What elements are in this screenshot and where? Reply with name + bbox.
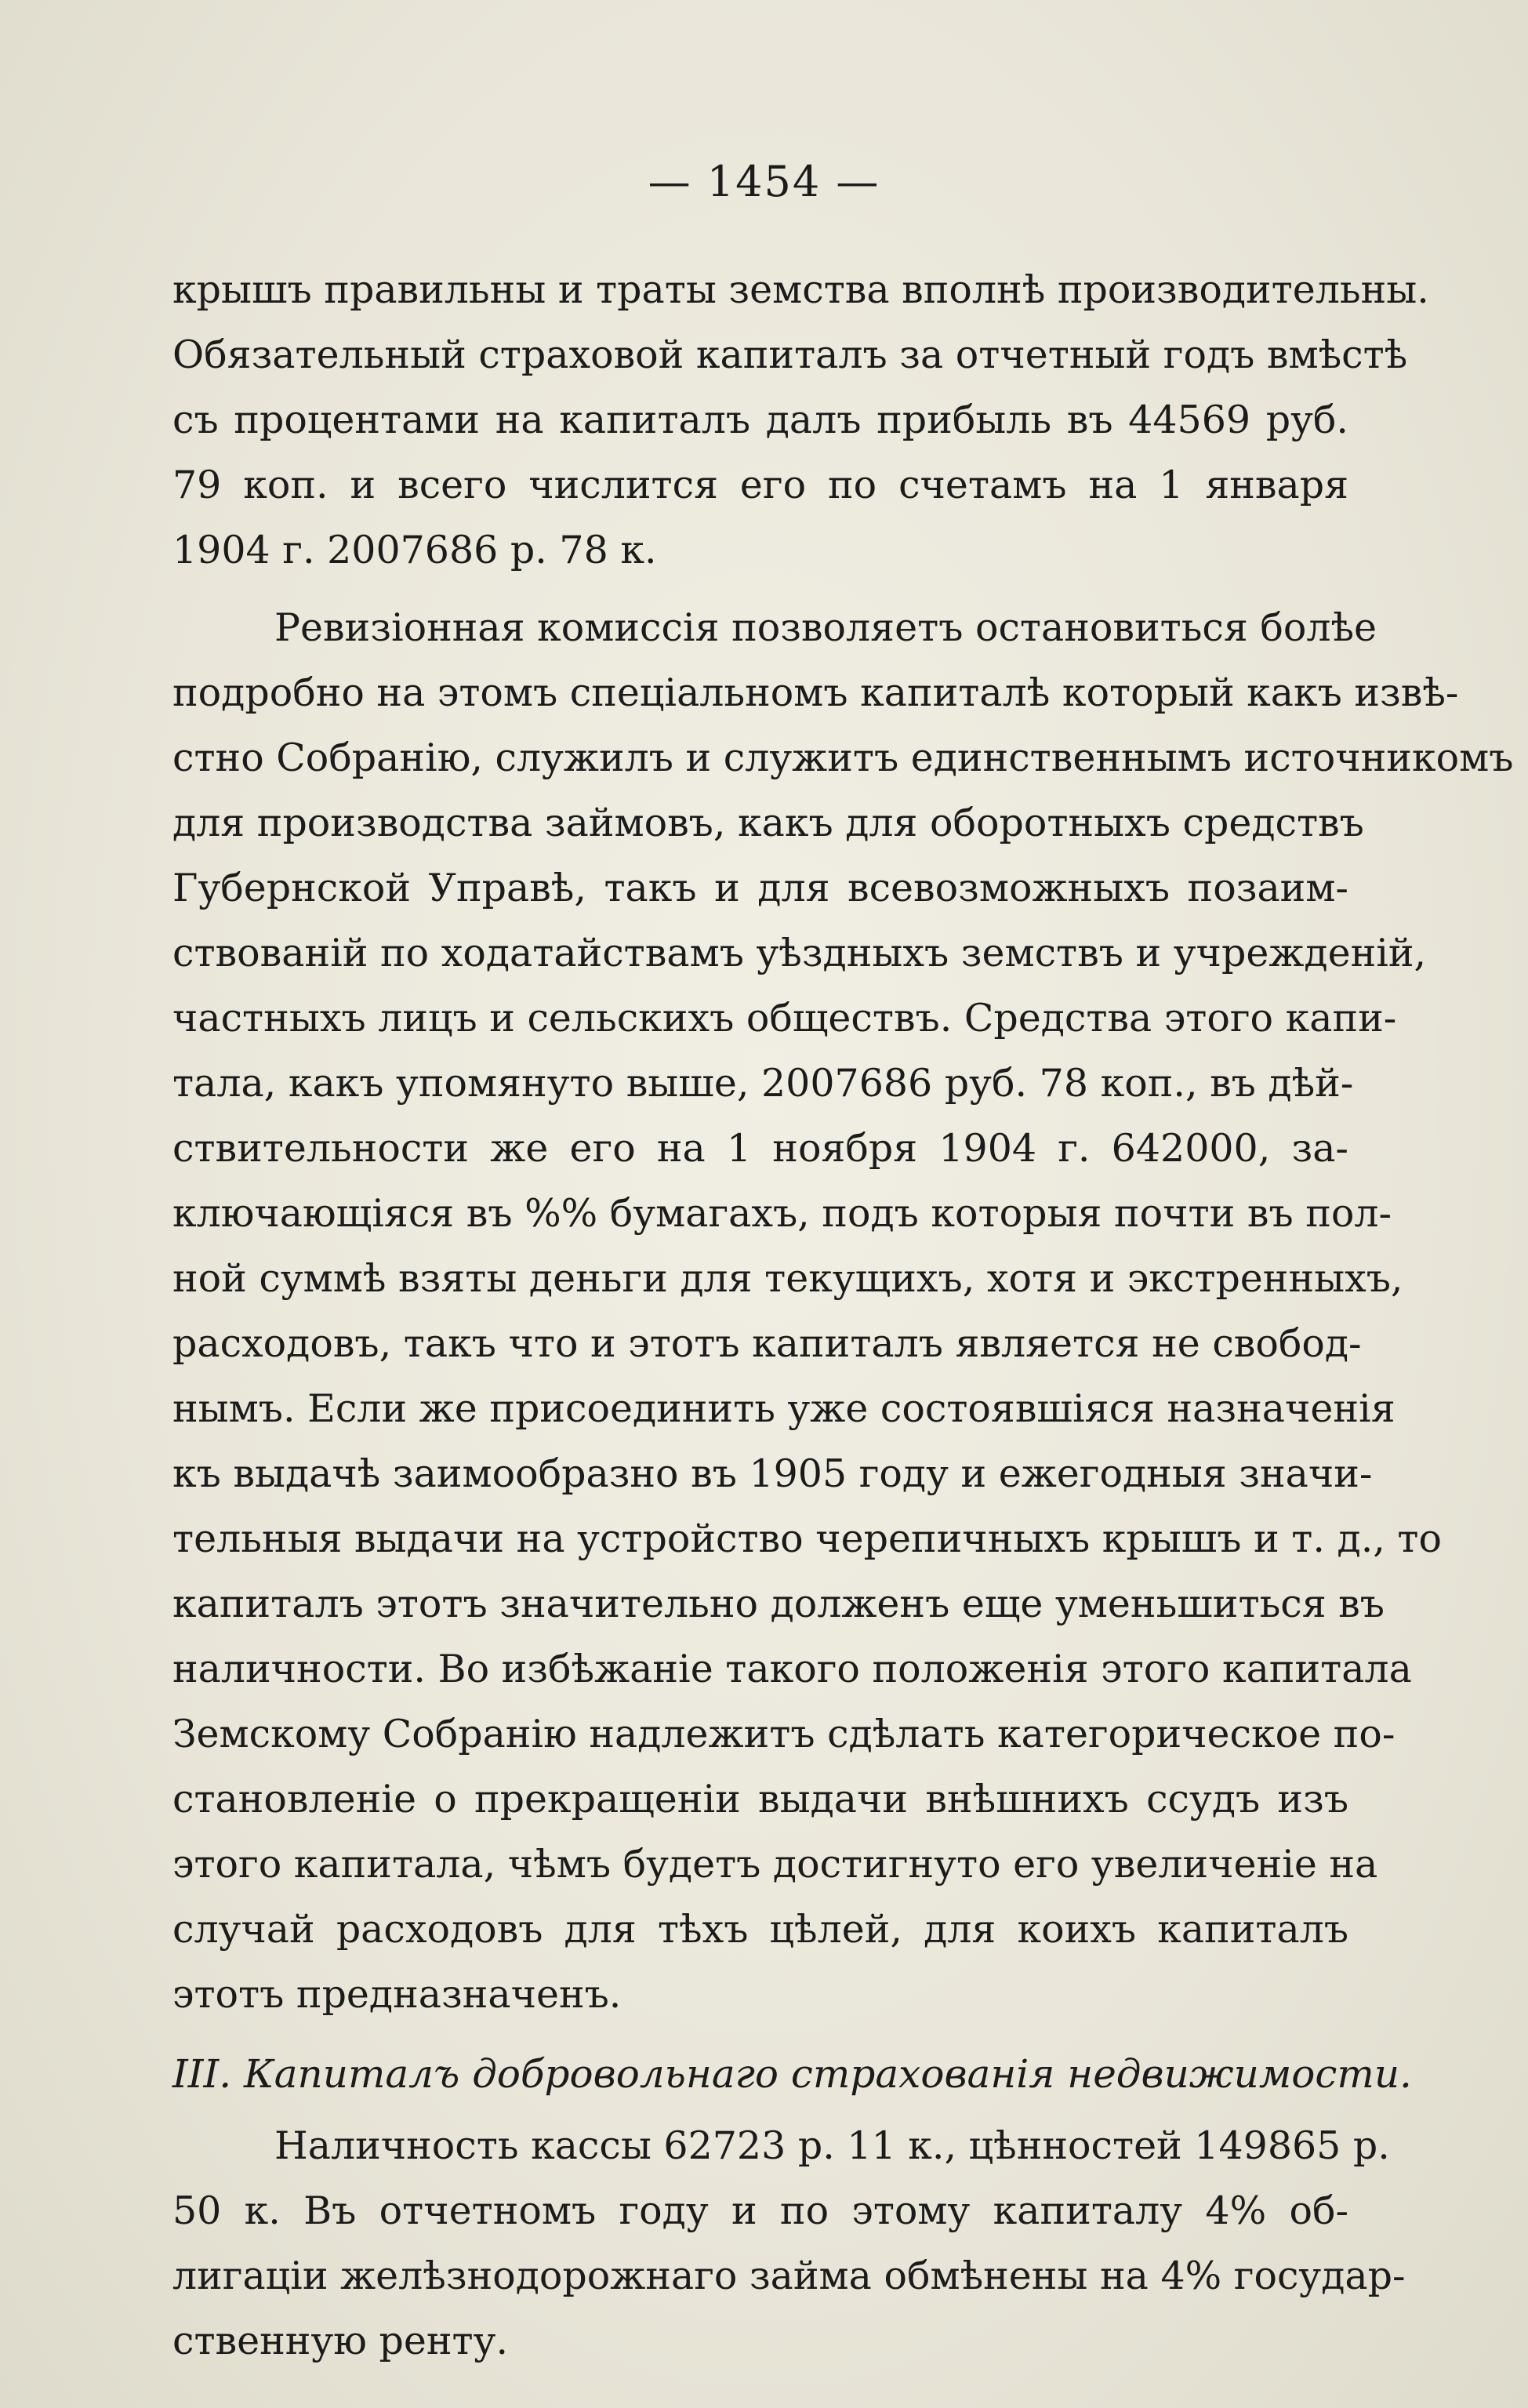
text-line: становленіе о прекращеніи выдачи внѣшнихъ ссудъ изъ (172, 1777, 1348, 1821)
text-line: этого капитала, чѣмъ будетъ достигнуто его увеличеніе на (172, 1842, 1378, 1887)
paragraph-3 (172, 2113, 1406, 2373)
text-line: лигаціи желѣзнодорожнаго займа обмѣнены на 4% государ- (172, 2254, 1406, 2298)
text-line: тельныя выдачи на устройство черепичныхъ крышъ и т. д., то (172, 1516, 1443, 1561)
paragraph-gap (172, 583, 1348, 595)
text-line: ствованій по ходатайствамъ уѣздныхъ земствъ и учрежденій, (172, 931, 1427, 975)
text-line: тала, какъ упомянуто выше, 2007686 руб. 78 коп., въ дѣй- (172, 1061, 1354, 1106)
page-number: — 1454 — (648, 157, 880, 206)
text-line: Земскому Собранію надлежитъ сдѣлать категорическое по- (172, 1712, 1396, 1756)
text-line: Обязательный страховой капиталъ за отчетный годъ вмѣстѣ (172, 332, 1408, 377)
text-line: Ревизіонная комиссія позволяетъ остановиться болѣе (274, 605, 1377, 650)
paragraph-2 (172, 595, 1514, 2027)
text-line: этотъ предназначенъ. (172, 1972, 622, 2017)
text-line: нымъ. Если же присоединить уже состоявшіяся назначенія (172, 1386, 1396, 1431)
text-line: подробно на этомъ спеціальномъ капиталѣ который какъ извѣ- (172, 670, 1459, 715)
text-line: крышъ правильны и траты земства вполнѣ производительны. (172, 267, 1429, 312)
text-line: съ процентами на капиталъ далъ прибыль въ 44569 руб. (172, 398, 1348, 442)
text-line: частныхъ лицъ и сельскихъ обществъ. Средства этого капи- (172, 996, 1397, 1041)
text-line: для производства займовъ, какъ для оборотныхъ средствъ (172, 801, 1364, 845)
text-line: 79 коп. и всего числится его по счетамъ на 1 января (172, 463, 1348, 507)
paragraph-1 (172, 257, 1429, 583)
section-heading: III. Капиталъ добровольнаго страхованія недвижимости. (172, 2051, 1412, 2097)
text-line: 1904 г. 2007686 р. 78 к. (172, 528, 657, 572)
text-line: стно Собранію, служилъ и служитъ единственнымъ источникомъ (172, 735, 1514, 780)
text-line: ствительности же его на 1 ноября 1904 г. 642000, за- (172, 1126, 1348, 1171)
text-line: 50 к. Въ отчетномъ году и по этому капиталу 4% об- (172, 2188, 1348, 2233)
text-line: къ выдачѣ заимообразно въ 1905 году и ежегодныя значи- (172, 1451, 1373, 1496)
text-line: ключающіяся въ %% бумагахъ, подъ которыя почти въ пол- (172, 1191, 1392, 1236)
body-text (172, 257, 1514, 2373)
text-line: Наличность кассы 62723 р. 11 к., цѣнностей 149865 р. (274, 2123, 1390, 2168)
text-line: капиталъ этотъ значительно долженъ еще уменьшиться въ (172, 1582, 1385, 1626)
text-line: ственную ренту. (172, 2319, 509, 2363)
text-line: наличности. Во избѣжаніе такого положенія этого капитала (172, 1647, 1412, 1691)
text-line: ной суммѣ взяты деньги для текущихъ, хотя и экстренныхъ, (172, 1256, 1403, 1301)
text-line: случай расходовъ для тѣхъ цѣлей, для коихъ капиталъ (172, 1907, 1348, 1952)
text-line: Губернской Управѣ, такъ и для всевозможныхъ позаим- (172, 866, 1348, 910)
text-line: расходовъ, такъ что и этотъ капиталъ является не свобод- (172, 1321, 1362, 1366)
